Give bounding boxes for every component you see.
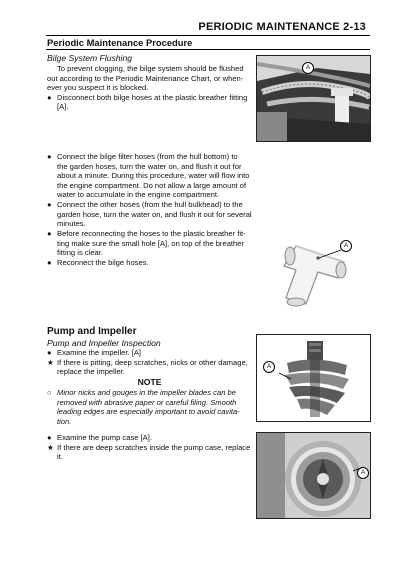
bilge-step-3: ● Connect the other hoses (from the hull bulkhead) to the garden hose, turn the water on, and flush it out for several minutes. [47, 199, 252, 229]
callout-a-marker: A [263, 361, 275, 373]
bilge-steps-2-3 [47, 152, 252, 229]
callout-a-marker: A [340, 240, 352, 252]
pump-steps-1-2 [47, 348, 252, 377]
pump-title: Pump and Impeller [47, 326, 137, 337]
pump-step-4: ★ If there are deep scratches inside the pump case, replace it. [47, 442, 251, 462]
photo-breather-fitting [256, 224, 369, 310]
pump-subtitle: Pump and Impeller Inspection [47, 338, 161, 348]
callout-a-marker: A [302, 62, 314, 74]
bilge-subtitle: Bilge System Flushing [47, 53, 133, 63]
pump-step-2: ★ If there is pitting, deep scratches, nicks or other damage, replace the impeller. [47, 357, 248, 377]
section-rule [46, 49, 370, 50]
header-rule [46, 35, 370, 36]
pump-step-1: ● Examine the impeller. [A] [47, 348, 141, 357]
pump-steps-3-4 [47, 433, 252, 462]
note-body: ○ Minor nicks and gouges in the impeller blades can be removed with abrasive paper or careful filing. Smooth leading edges are especially important to avoid cavita- tion. [47, 388, 240, 426]
photo-impeller [256, 334, 371, 422]
section-title: Periodic Maintenance Procedure [47, 37, 193, 48]
bilge-step-4: ● Before reconnecting the hoses to the plastic breather fit- ting make sure the small hole [A], on top of the breather fitting is clear. [47, 229, 246, 258]
photo-bilge-hoses [256, 55, 371, 142]
bilge-step-1: ● Disconnect both bilge hoses at the plastic breather fitting [A]. [47, 92, 248, 112]
note-title: NOTE [137, 377, 162, 387]
bilge-step-5: ● Reconnect the bilge hoses. [47, 257, 149, 267]
page-header: PERIODIC MAINTENANCE 2-13 [198, 21, 366, 33]
bilge-steps-4-5 [47, 229, 252, 267]
pump-step-3: ● Examine the pump case [A]. [47, 433, 152, 442]
callout-a-marker: A [357, 467, 369, 479]
bilge-intro: To prevent clogging, the bilge system should be flushed out according to the Periodic Maintenance Chart, or when- ever you suspect it is blocked. ● Disconnect both bilge hoses at the plastic breather fitting [A]. [47, 64, 252, 112]
photo-pump-case [256, 432, 371, 519]
bilge-step-2: ● Connect the bilge filter hoses (from the hull bottom) to the garden hoses, turn the water on, and flush it out for about a minute. During this procedure, water will flow into the engine compartment. Do not allow a large amount of water to accumulate in the engine compartment. [47, 152, 250, 200]
